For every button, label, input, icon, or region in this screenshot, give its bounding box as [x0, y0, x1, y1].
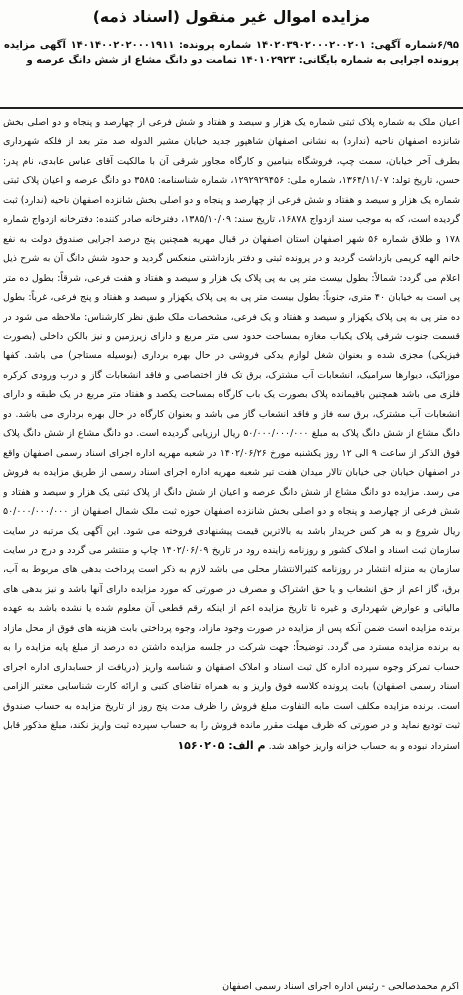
- notice-body: [3, 113, 460, 979]
- reference-code: م الف: ۱۵۶۰۲۰۵: [177, 738, 266, 752]
- notice-body-text: اعیان ملک به شماره پلاک ثبتی شماره یک هزار و سیصد و هفتاد و شش فرعی از چهارصد و پنجاه و دو اصلی بخش شانزده اصفهان ناحیه (ندارد) به نشانی اصفهان شاهپور جدید خیابان مشیر الدوله صد متر بعد از فلکه شهرداری بطرف آخر خیابان، سمت چپ، فروشگاه بنیامین و کارگاه مجاور شرقی آن با مالکیت آقای عباس عابدی، نام پدر: حسن، تاریخ تولد: ۱۳۶۴/۱۱/۰۷، شماره ملی: ۱۲۹۲۹۲۹۴۵۶، شماره شناسنامه: ۳۵۸۵ دو دانگ عرصه و اعیان پلاک ثبتی شماره یک هزار و سیصد و هفتاد و شش فرعی از چهارصد و پنجاه و دو اصلی بخش شانزده اصفهان ناحیه (ندارد) ثبت گردیده است، که به موجب سند ازدواج ۱۶۸۷۸، تاریخ سند: ۱۳۸۵/۱۰/۰۹، دفترخانه صادر کننده: دفترخانه ازدواج شماره ۱۷۸ و طلاق شماره ۵۶ شهر اصفهان استان اصفهان در قبال مهریه همچنین پنج درصد اجرایی صندوق دولت به نفع خانم الهه کریمی بازداشت گردید و در پرونده ثبتی و دفتر بازداشتی منعکس گردید و حدود شش دانگ آن به شرح ذیل اعلام می گردد: شمالاً: بطول بیست متر پی به پی پلاک یک هزار و سیصد و هفتاد و هفت فرعی، شرقاً: بطول ده متر پی است به خیابان ۴۰ متری، جنوباً: بطول بیست متر پی به پی پلاک یکهزار و سیصد و هفتاد و پنج فرعی، غرباً: بطول ده متر پی به پی پلاک یکهزار و سیصد و هفتاد و یک فرعی، مشخصات ملک طبق نظر کارشناس: ملاحظه می شود در قسمت جنوب شرقی پلاک یکباب مغازه بمساحت حدود سی متر مربع و دارای زیرزمین و نیز بالکن داخلی (بصورت فیزیکی) مجزی شده و بعنوان شغل لوازم یدکی فروشی در حال بهره برداری (بوسیله مستاجر) می باشد. کفها موزائیک، دیوارها سرامیک، انشعابات آب مشترک، برق تک فاز اختصاصی و فاقد انشعابات گاز و درب ورودی کرکره فلزی می باشد همچنین باقیمانده پلاک بصورت یک باب کارگاه بمساحت یکصد و هفتاد متر مربع در یک طبقه و دارای انشعابات آب مشترک، برق سه فاز و فاقد انشعاب گاز می باشد و بعنوان کارگاه در حال بهره برداری می باشد. دو دانگ مشاع از شش دانگ پلاک به مبلغ ۵۰/۰۰۰/۰۰۰/۰۰۰ ریال ارزیابی گردیده است. دو دانگ مشاع از شش دانگ پلاک فوق الذکر از ساعت ۹ الی ۱۲ روز یکشنبه مورخ ۱۴۰۲/۰۶/۲۶ در شعبه مهریه اداره اجرای اسناد رسمی اصفهان واقع در اصفهان خیابان جی خیابان تالار میدان هفت تیر شعبه مهریه اداره اجرای اسناد رسمی از طریق مزایده به فروش می رسد. مزایده دو دانگ مشاع از شش دانگ عرصه و اعیان از شش دانگ از پلاک ثبتی یک هزار و سیصد و هفتاد و شش فرعی از چهارصد و پنجاه و دو اصلی بخش شانزده اصفهان حوزه ثبت ملک شمال اصفهان از ۵۰/۰۰۰/۰۰۰/۰۰۰ ریال شروع و به هر کس خریدار باشد به بالاترین قیمت پیشنهادی فروخته می شود. این آگهی یک مرتبه در سایت سازمان ثبت اسناد و املاک کشور و روزنامه زاینده رود در تاریخ ۱۴۰۲/۰۶/۰۹ چاپ و منتشر می گردد و درج در سایت سازمان به منزله انتشار در روزنامه کثیرالانتشار محلی می باشد لازم به ذکر است پرداخت بدهی های مربوط به آب، برق، گاز اعم از حق انشعاب و یا حق اشتراک و مصرف در صورتی که مورد مزایده دارای آنها باشد و نیز بدهی های مالیاتی و عوارض شهرداری و غیره تا تاریخ مزایده اعم از اینکه رقم قطعی آن معلوم شده یا نشده باشد به عهده برنده مزایده است ضمن آنکه پس از مزایده در صورت وجود مازاد، وجوه پرداختی بابت هزینه های فوق از محل مازاد به برنده مزایده مسترد می گردد. توضیحاً: جهت شرکت در جلسه مزایده داشتن ده درصد از مبلغ پایه مزایده را به حساب تمرکز وجوه سپرده اداره کل ثبت اسناد و املاک اصفهان و شناسه واریز (دریافت از حسابداری اداره اجرای اسناد رسمی اصفهان) بابت پرونده کلاسه فوق واریز و به همراه تقاضای کتبی و ارائه کارت شناسایی معتبر الزامی است. برنده مزایده مکلف است مابه التفاوت مبلغ فروش را ظرف مدت پنج روز از تاریخ مزایده به حساب صندوق ثبت تودیع نماید و در صورتی که ظرف مهلت مقرر مانده فروش را به حساب سپرده ثبت واریز نکند، مبلغ مذکور قابل استرداد نبوده و به حساب خزانه واریز خواهد شد.: [3, 117, 460, 752]
- notice-header: ۶/۹۵شماره آگهی: ۱۴۰۲۰۳۹۰۲۰۰۰۲۰۰۲۰۱ شماره پرونده: ۱۴۰۱۴۰۰۲۰۲۰۰۰۱۹۱۱ آگهی مزایده پرونده اجرایی به شماره بایگانی: ۱۴۰۱۰۲۹۲۳ تمامت دو دانگ مشاع از شش دانگ عرصه و: [4, 40, 459, 66]
- notice-title: مزایده اموال غیر منقول (اسناد ذمه): [92, 8, 371, 26]
- notice-signature: اکرم محمدصالحی - رئیس اداره اجرای اسناد رسمی اصفهان: [222, 981, 459, 992]
- divider: [0, 107, 463, 109]
